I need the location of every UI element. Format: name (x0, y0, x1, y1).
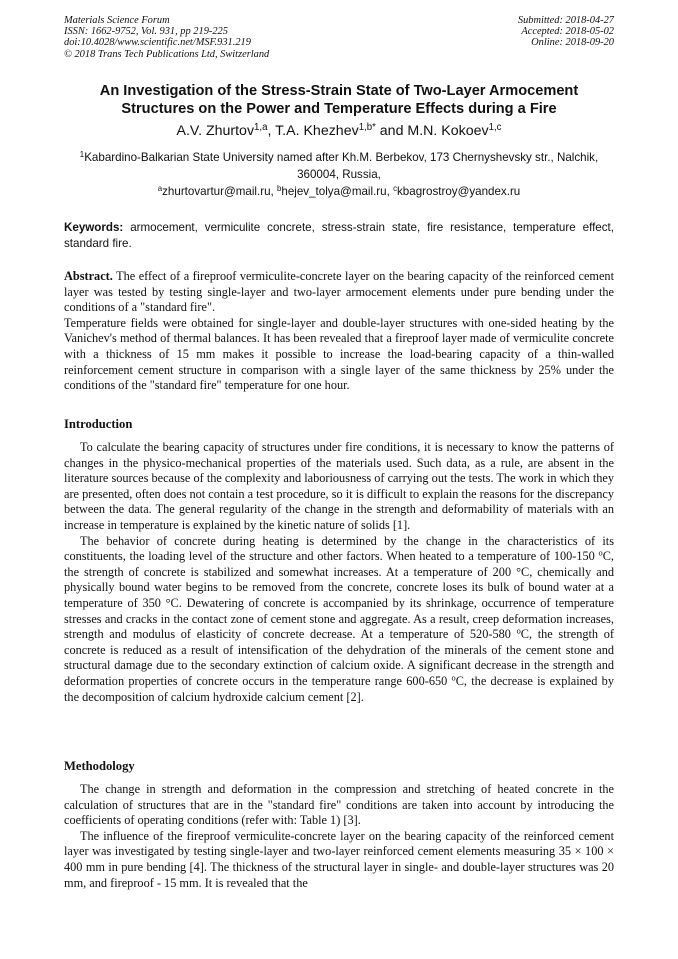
journal-issn: ISSN: 1662-9752, Vol. 931, pp 219-225 (64, 26, 228, 38)
degree-mark: o (598, 548, 603, 558)
body-paragraph: The change in strength and deformation in the compression and stretching of heated concrete in the calculation of structures that are in the "standard fire" conditions are taken into account by introducing the coefficients of operating conditions (refer with: Table 1) [3]. (64, 782, 614, 828)
keywords-label: Keywords: (64, 221, 124, 234)
affiliation (64, 150, 614, 183)
author-list (64, 122, 614, 140)
abstract-paragraph (64, 269, 614, 316)
author-name: M.N. Kokoev (407, 123, 489, 139)
date-online: Online: 2018-09-20 (531, 37, 614, 49)
author-separator: , (267, 123, 276, 139)
text-run: C, the strength of concrete is stabilized and somewhat increases. At a temperature of 200 °C, chemically and physically bound water begins to be removed from the concrete, concrete loses its bulk of bound water at a temperature of 350 °C. Dewatering of concrete is accompanied by its shrinkage, occurrence of temperature stresses and cracks in the contact zone of cement stone and aggregate. As a result, creep deformation increases, strength and modulus of elasticity of concrete decrease. At a temperature of 520-580 (64, 549, 614, 642)
introduction-body (64, 440, 614, 705)
journal-copyright: © 2018 Trans Tech Publications Ltd, Switzerland (64, 48, 270, 60)
text-run: C, the decrease is explained by the decomposition of calcium hydroxide calcium cement [2]. (64, 673, 614, 704)
text-run: The behavior of concrete during heating is determined by the change in the characteristics of its constituents, the loading level of the structure and other factors. When heated to a temperature of 100-150 (64, 533, 614, 564)
dates-info (518, 15, 614, 49)
body-paragraph: To calculate the bearing capacity of structures under fire conditions, it is necessary to know the patterns of changes in the physico-mechanical properties of the materials used. Such data, as a rule, are absent in the literature sources because of the complexity and laboriousness of carrying out the tests. The work in which they are presented, often does not contain a test procedure, so it is difficult to explain the reasons for the discrepancy between the data. The general regularity of the change in the strength and deformability of materials with an increase in temperature is explained by the kinetic nature of solids [1]. (64, 440, 614, 532)
author-separator: and (375, 123, 408, 139)
email-link[interactable]: kbagrostroy@yandex.ru (397, 185, 521, 198)
body-paragraph (64, 534, 614, 706)
keywords-text: armocement, vermiculite concrete, stress-strain state, fire resistance, temperature effect, standard fire. (64, 221, 614, 250)
degree-mark: o (516, 626, 521, 636)
author-name: A.V. Zhurtov (176, 123, 255, 139)
abstract (64, 269, 614, 394)
author-affiliation-mark: 1,c (488, 121, 502, 133)
author-name: T.A. Khezhev (275, 123, 359, 139)
section-heading-introduction: Introduction (64, 417, 133, 431)
abstract-label: Abstract. (64, 269, 113, 283)
degree-mark: o (451, 673, 456, 683)
email-link[interactable]: zhurtovartur@mail.ru (162, 185, 271, 198)
email-mark: b (277, 183, 282, 193)
text-run: C, the strength of concrete is reduced as a result of intensification of the dehydration of the minerals of the cement stone and structural damage due to the secondary extinction of calcium oxide. A significant decrease in the strength and deformation properties of concrete occurs in the temperature range 600-650 (64, 627, 614, 688)
abstract-text: The effect of a fireproof vermiculite-concrete layer on the bearing capacity of the reinforced cement layer was tested by testing single-layer and two-layer armocement elements under pure bending under the conditions of a "standard fire". (64, 269, 614, 315)
author-affiliation-mark: 1,a (254, 121, 268, 133)
paper-title: An Investigation of the Stress-Strain State of Two-Layer Armocement Structures on the Power and Temperature Effects during a Fire (99, 83, 579, 117)
affiliation-text: Kabardino-Balkarian State University named after Kh.M. Berbekov, 173 Chernyshevsky str., Nalchik, 360004, Russia, (84, 151, 599, 181)
journal-name: Materials Science Forum (64, 15, 170, 26)
email-mark: c (393, 183, 397, 193)
email-separator: , (386, 185, 394, 198)
affiliation-mark: 1 (79, 149, 85, 159)
keywords (64, 220, 614, 251)
author-affiliation-mark: 1,b* (358, 121, 376, 133)
date-accepted: Accepted: 2018-05-02 (521, 26, 614, 38)
section-heading-methodology: Methodology (64, 759, 135, 773)
body-paragraph: The influence of the fireproof vermiculite-concrete layer on the bearing capacity of the reinforced cement layer was investigated by testing single-layer and two-layer reinforced cement elements measuring 35 × 100 × 400 mm in pure bending [4]. The thickness of the structural layer in single- and double-layer structures was 20 mm, and fireproof - 15 mm. It is revealed that the (64, 828, 614, 890)
email-mark: a (157, 183, 163, 193)
email-list (64, 184, 614, 200)
journal-doi: doi:10.4028/www.scientific.net/MSF.931.219 (64, 37, 251, 49)
abstract-paragraph: Temperature fields were obtained for single-layer and double-layer structures with one-sided heating by the Vanichev's method of thermal balances. It has been revealed that a fireproof layer made of vermiculite concrete with a thickness of 15 mm makes it possible to increase the load-bearing capacity of a thin-walled reinforcement cement structure in comparison with a single layer of the same thickness by 25% under the conditions of the "standard fire" temperature for one hour. (64, 315, 614, 393)
journal-info (64, 15, 269, 60)
date-submitted: Submitted: 2018-04-27 (517, 15, 614, 26)
email-link[interactable]: hejev_tolya@mail.ru (281, 185, 387, 198)
methodology-body (64, 782, 614, 891)
email-separator: , (270, 185, 277, 198)
